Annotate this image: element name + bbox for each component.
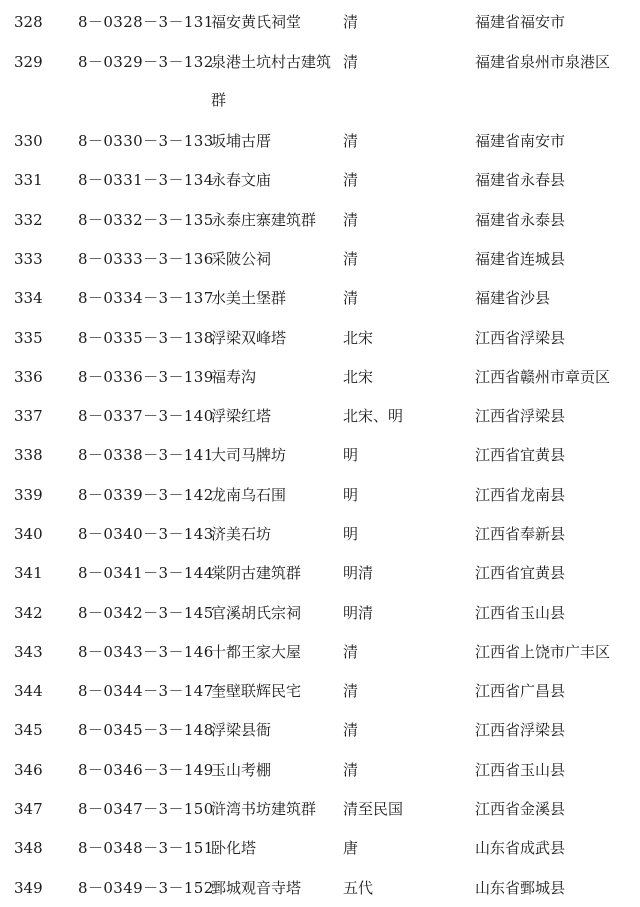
table-row [0,640,640,664]
table-row [0,443,640,467]
row-code: 8－0332－3－135 [78,211,214,229]
row-code: 8－0345－3－148 [78,721,214,739]
row-number: 341 [14,564,43,582]
row-location: 江西省浮梁县 [475,721,566,739]
row-location: 福建省沙县 [475,289,551,307]
row-era: 清 [343,721,359,739]
row-number: 336 [14,368,43,386]
row-location: 江西省宜黄县 [475,446,566,464]
row-code: 8－0330－3－133 [78,132,214,150]
row-number: 332 [14,211,43,229]
row-name: 福安黄氏祠堂 [211,13,302,31]
table-row [0,483,640,507]
row-code: 8－0342－3－145 [78,604,214,622]
table-row [0,758,640,782]
table-row [0,836,640,860]
row-number: 328 [14,13,43,31]
row-name: 济美石坊 [211,525,272,543]
row-location: 江西省奉新县 [475,525,566,543]
table-row [0,168,640,192]
table-row [0,10,640,34]
table-row [0,601,640,625]
row-name: 永泰庄寨建筑群 [211,211,317,229]
row-number: 347 [14,800,43,818]
table-row [0,404,640,428]
row-location: 江西省龙南县 [475,486,566,504]
row-location: 江西省金溪县 [475,800,566,818]
row-number: 344 [14,682,43,700]
row-number: 335 [14,329,43,347]
row-name: 浮梁县衙 [211,721,272,739]
row-era: 北宋 [343,368,374,386]
row-code: 8－0334－3－137 [78,289,214,307]
row-code: 8－0335－3－138 [78,329,214,347]
row-era: 清 [343,13,359,31]
row-name: 泉港土坑村古建筑群 [211,53,332,109]
row-location: 福建省福安市 [475,13,566,31]
row-code: 8－0337－3－140 [78,407,214,425]
row-code: 8－0331－3－134 [78,171,214,189]
row-number: 349 [14,879,43,897]
row-code: 8－0346－3－149 [78,761,214,779]
row-number: 343 [14,643,43,661]
row-era: 清 [343,761,359,779]
row-name: 浮梁红塔 [211,407,272,425]
row-number: 330 [14,132,43,150]
row-location: 福建省永泰县 [475,211,566,229]
row-number: 346 [14,761,43,779]
row-code: 8－0343－3－146 [78,643,214,661]
row-location: 山东省鄄城县 [475,879,566,897]
table-row [0,876,640,900]
row-code: 8－0339－3－142 [78,486,214,504]
row-era: 清 [343,53,359,71]
row-location: 江西省浮梁县 [475,329,566,347]
row-number: 338 [14,446,43,464]
row-number: 334 [14,289,43,307]
row-era: 北宋 [343,329,374,347]
row-era: 明清 [343,604,374,622]
row-number: 333 [14,250,43,268]
row-number: 331 [14,171,43,189]
row-location: 江西省浮梁县 [475,407,566,425]
row-code: 8－0344－3－147 [78,682,214,700]
row-name: 采陂公祠 [211,250,272,268]
row-era: 明 [343,486,359,504]
row-location: 江西省赣州市章贡区 [475,368,611,386]
row-location: 福建省永春县 [475,171,566,189]
row-era: 清 [343,171,359,189]
table-row [0,522,640,546]
row-number: 329 [14,53,43,71]
row-location: 江西省上饶市广丰区 [475,643,611,661]
table-row [0,247,640,271]
row-name: 十都王家大屋 [211,643,302,661]
row-era: 北宋、明 [343,407,404,425]
row-era: 清 [343,682,359,700]
row-code: 8－0329－3－132 [78,53,214,71]
row-number: 337 [14,407,43,425]
row-era: 明清 [343,564,374,582]
table-row [0,365,640,389]
row-code: 8－0338－3－141 [78,446,214,464]
row-code: 8－0341－3－144 [78,564,214,582]
row-name: 棠阴古建筑群 [211,564,302,582]
table-row [0,286,640,310]
row-name: 浒湾书坊建筑群 [211,800,317,818]
table-row [0,679,640,703]
row-code: 8－0340－3－143 [78,525,214,543]
row-era: 清 [343,132,359,150]
row-name: 鄄城观音寺塔 [211,879,302,897]
row-number: 345 [14,721,43,739]
row-location: 福建省泉州市泉港区 [475,53,611,71]
row-name: 龙南乌石围 [211,486,287,504]
table-row [0,208,640,232]
row-era: 五代 [343,879,374,897]
row-name: 福寿沟 [211,368,257,386]
row-number: 348 [14,839,43,857]
row-era: 清至民国 [343,800,404,818]
table-row [0,718,640,742]
row-code: 8－0336－3－139 [78,368,214,386]
row-number: 339 [14,486,43,504]
row-name: 浮梁双峰塔 [211,329,287,347]
row-era: 明 [343,446,359,464]
row-code: 8－0333－3－136 [78,250,214,268]
row-name: 官溪胡氏宗祠 [211,604,302,622]
row-location: 江西省宜黄县 [475,564,566,582]
row-name: 奎壁联辉民宅 [211,682,302,700]
row-location: 江西省玉山县 [475,761,566,779]
row-location: 江西省玉山县 [475,604,566,622]
table-row [0,326,640,350]
row-name: 永春文庙 [211,171,272,189]
row-name: 大司马牌坊 [211,446,287,464]
row-code: 8－0328－3－131 [78,13,214,31]
row-era: 清 [343,643,359,661]
row-number: 342 [14,604,43,622]
row-location: 山东省成武县 [475,839,566,857]
table-row [0,50,640,109]
row-era: 明 [343,525,359,543]
row-era: 清 [343,289,359,307]
row-era: 唐 [343,839,359,857]
row-location: 福建省连城县 [475,250,566,268]
table-row [0,561,640,585]
table-row [0,129,640,153]
row-name: 坂埔古厝 [211,132,272,150]
row-number: 340 [14,525,43,543]
row-location: 江西省广昌县 [475,682,566,700]
row-era: 清 [343,250,359,268]
row-name: 玉山考棚 [211,761,272,779]
row-era: 清 [343,211,359,229]
row-code: 8－0348－3－151 [78,839,214,857]
row-code: 8－0347－3－150 [78,800,214,818]
row-location: 福建省南安市 [475,132,566,150]
table-row [0,797,640,821]
row-name: 水美土堡群 [211,289,287,307]
row-code: 8－0349－3－152 [78,879,214,897]
row-name: 卧化塔 [211,839,257,857]
